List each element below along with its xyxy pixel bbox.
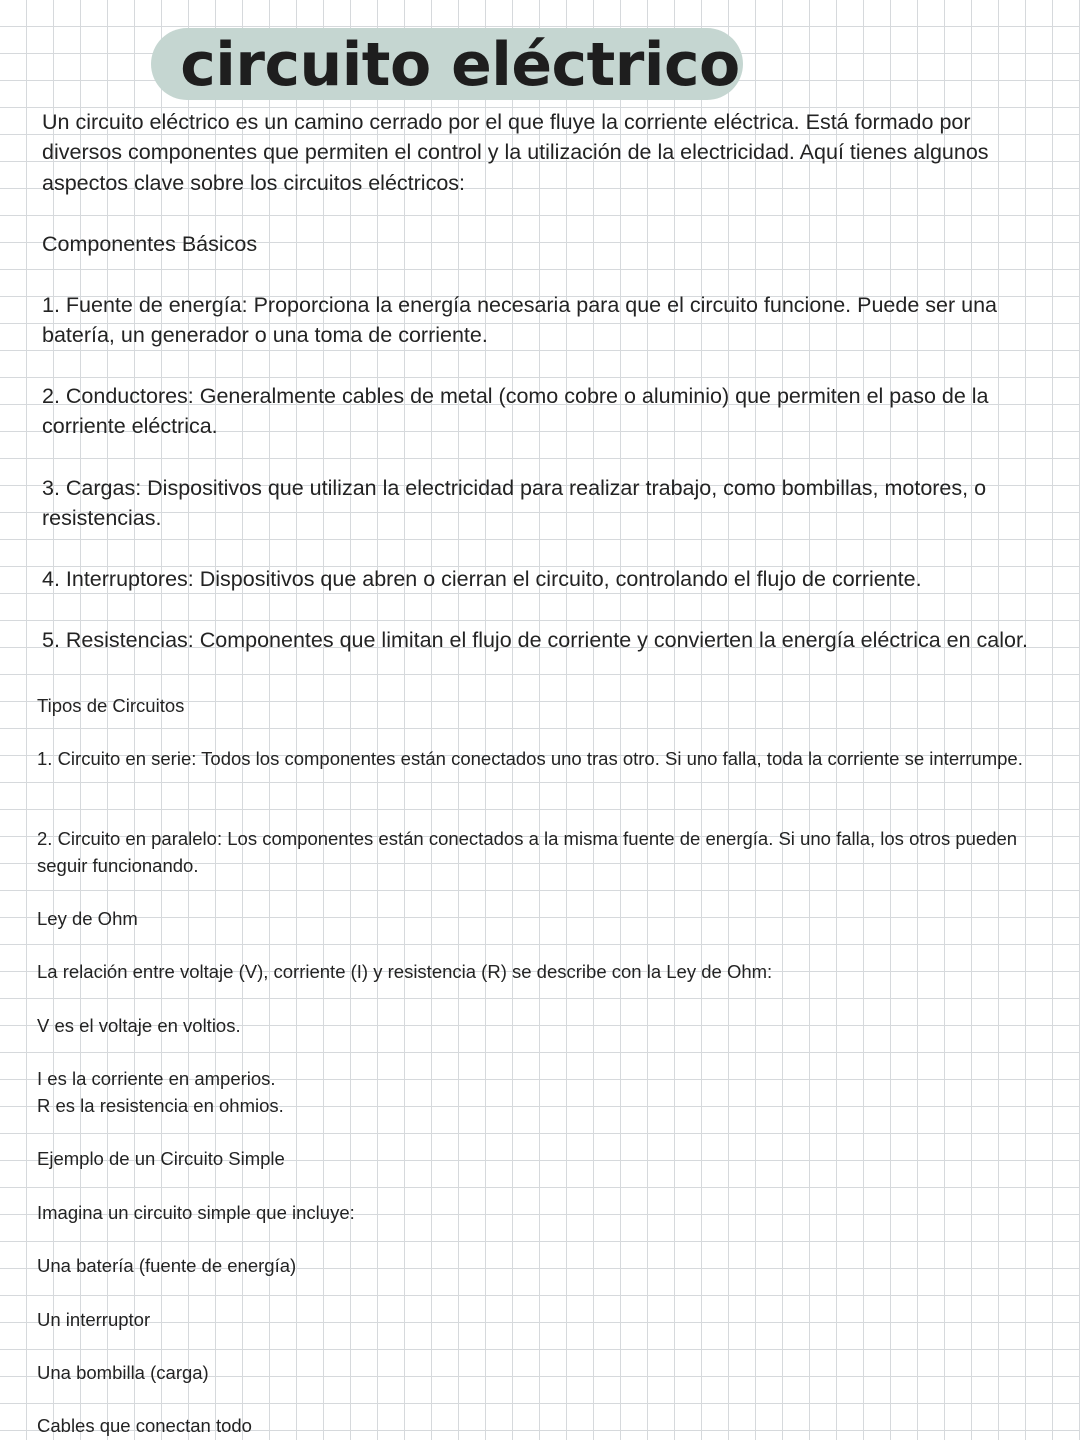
component-item-loads: 3. Cargas: Dispositivos que utilizan la electricidad para realizar trabajo, como bombillas, motores, o resistencias. [42, 476, 987, 531]
example-item-switch: Un interruptor [37, 1309, 151, 1330]
ohm-relation: La relación entre voltaje (V), corriente (I) y resistencia (R) se describe con la Ley de Ohm: [37, 961, 773, 982]
circuit-types-heading: Tipos de Circuitos [37, 695, 185, 716]
ohm-heading: Ley de Ohm [37, 908, 138, 929]
ohm-voltage: V es el voltaje en voltios. [37, 1015, 241, 1036]
intro-paragraph: Un circuito eléctrico es un camino cerrado por el que fluye la corriente eléctrica. Está formado por diversos componentes que permiten el control y la utilización de la electricidad. Aquí tienes algunos aspectos clave sobre los circuitos eléctricos: [42, 110, 989, 195]
ohm-resistance: R es la resistencia en ohmios. [37, 1095, 284, 1116]
page-title: circuito eléctrico [180, 30, 740, 100]
example-heading: Ejemplo de un Circuito Simple [37, 1148, 285, 1169]
component-item-conductors: 2. Conductores: Generalmente cables de metal (como cobre o aluminio) que permiten el paso de la corriente eléctrica. [42, 384, 989, 439]
component-item-energy-source: 1. Fuente de energía: Proporciona la energía necesaria para que el circuito funcione. Puede ser una batería, un generador o una toma de corriente. [42, 293, 997, 348]
component-item-resistors: 5. Resistencias: Componentes que limitan el flujo de corriente y convierten la energía eléctrica en calor. [42, 628, 1028, 652]
circuit-type-series: 1. Circuito en serie: Todos los componentes están conectados uno tras otro. Si uno falla, toda la corriente se interrumpe. [37, 748, 1023, 769]
example-item-bulb: Una bombilla (carga) [37, 1362, 209, 1383]
components-heading: Componentes Básicos [42, 232, 258, 256]
example-item-battery: Una batería (fuente de energía) [37, 1255, 297, 1276]
example-intro: Imagina un circuito simple que incluye: [37, 1202, 355, 1223]
circuit-type-parallel: 2. Circuito en paralelo: Los componentes están conectados a la misma fuente de energía. Si uno falla, los otros pueden seguir funcionando. [37, 828, 1018, 876]
component-item-switches: 4. Interruptores: Dispositivos que abren o cierran el circuito, controlando el flujo de corriente. [42, 567, 922, 591]
example-item-cables: Cables que conectan todo [37, 1415, 252, 1436]
ohm-current: I es la corriente en amperios. [37, 1068, 276, 1089]
